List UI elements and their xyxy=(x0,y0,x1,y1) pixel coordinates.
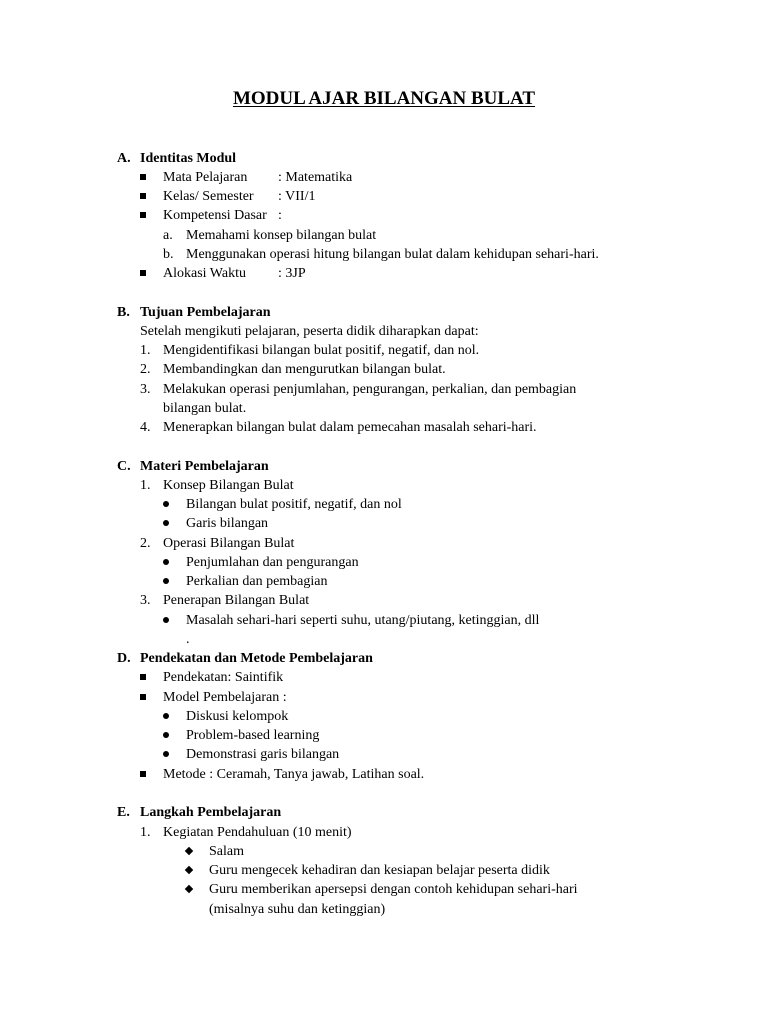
materi-subitem: Perkalian dan pembagian xyxy=(186,574,328,589)
tujuan-item: Membandingkan dan mengurutkan bilangan bulat. xyxy=(163,362,446,377)
square-bullet-icon xyxy=(140,187,146,206)
square-bullet-icon xyxy=(140,765,146,784)
tujuan-item: Mengidentifikasi bilangan bulat positif, negatif, dan nol. xyxy=(163,343,480,358)
list-number: 1. xyxy=(140,478,151,493)
section-d-heading: Pendekatan dan Metode Pembelajaran xyxy=(140,651,373,666)
kd-b-marker: b. xyxy=(163,247,174,262)
model-subitem: Demonstrasi garis bilangan xyxy=(186,747,340,762)
diamond-bullet-icon xyxy=(186,861,192,880)
section-c-letter: C. xyxy=(117,459,131,474)
round-bullet-icon xyxy=(163,495,169,514)
list-number: 1. xyxy=(140,825,151,840)
list-number: 2. xyxy=(140,536,151,551)
list-number: 2. xyxy=(140,362,151,377)
list-number: 1. xyxy=(140,343,151,358)
round-bullet-icon xyxy=(163,514,169,533)
kd-label: Kompetensi Dasar xyxy=(163,208,267,223)
materi-subitem: Bilangan bulat positif, negatif, dan nol xyxy=(186,497,402,512)
materi-item: Penerapan Bilangan Bulat xyxy=(163,593,310,608)
langkah-subitem: Guru mengecek kehadiran dan kesiapan belajar peserta didik xyxy=(209,863,550,878)
mapel-label: Mata Pelajaran xyxy=(163,170,248,185)
model-subitem: Problem-based learning xyxy=(186,728,320,743)
section-e-letter: E. xyxy=(117,805,130,820)
square-bullet-icon xyxy=(140,668,146,687)
tujuan-intro: Setelah mengikuti pelajaran, peserta didik diharapkan dapat: xyxy=(140,324,479,339)
langkah-subitem: Salam xyxy=(209,844,244,859)
section-b-heading: Tujuan Pembelajaran xyxy=(140,305,271,320)
materi-item: Konsep Bilangan Bulat xyxy=(163,478,294,493)
kd-a-text: Memahami konsep bilangan bulat xyxy=(186,228,377,243)
kelas-label: Kelas/ Semester xyxy=(163,189,254,204)
round-bullet-icon xyxy=(163,611,169,630)
diamond-bullet-icon xyxy=(186,880,192,899)
materi-subitem: Masalah sehari-hari seperti suhu, utang/piutang, ketinggian, dll xyxy=(186,613,540,628)
list-number: 4. xyxy=(140,420,151,435)
section-a-letter: A. xyxy=(117,151,131,166)
list-number: 3. xyxy=(140,382,151,397)
tujuan-item-continued: bilangan bulat. xyxy=(163,401,247,416)
page-title: MODUL AJAR BILANGAN BULAT xyxy=(232,88,536,109)
model-subitem: Diskusi kelompok xyxy=(186,709,289,724)
round-bullet-icon xyxy=(163,707,169,726)
waktu-value: : 3JP xyxy=(278,266,306,281)
square-bullet-icon xyxy=(140,264,146,283)
square-bullet-icon xyxy=(140,688,146,707)
tujuan-item: Menerapkan bilangan bulat dalam pemecahan masalah sehari-hari. xyxy=(163,420,537,435)
diamond-bullet-icon xyxy=(186,842,192,861)
kd-colon: : xyxy=(278,208,282,223)
model-item: Model Pembelajaran : xyxy=(163,690,287,705)
section-d-letter: D. xyxy=(117,651,131,666)
langkah-subitem: Guru memberikan apersepsi dengan contoh kehidupan sehari-hari xyxy=(209,882,578,897)
langkah-subitem-continued: (misalnya suhu dan ketinggian) xyxy=(209,902,386,917)
pendekatan-item: Pendekatan: Saintifik xyxy=(163,670,284,685)
metode-item: Metode : Ceramah, Tanya jawab, Latihan soal. xyxy=(163,767,425,782)
materi-subitem: Penjumlahan dan pengurangan xyxy=(186,555,359,570)
round-bullet-icon xyxy=(163,745,169,764)
stray-period: . xyxy=(186,632,190,647)
round-bullet-icon xyxy=(163,726,169,745)
square-bullet-icon xyxy=(140,168,146,187)
section-e-heading: Langkah Pembelajaran xyxy=(140,805,282,820)
materi-subitem: Garis bilangan xyxy=(186,516,269,531)
kd-b-text: Menggunakan operasi hitung bilangan bulat dalam kehidupan sehari-hari. xyxy=(186,247,599,262)
mapel-value: : Matematika xyxy=(278,170,353,185)
section-a-heading: Identitas Modul xyxy=(140,151,237,166)
tujuan-item: Melakukan operasi penjumlahan, pengurangan, perkalian, dan pembagian xyxy=(163,382,577,397)
round-bullet-icon xyxy=(163,572,169,591)
list-number: 3. xyxy=(140,593,151,608)
kelas-value: : VII/1 xyxy=(278,189,316,204)
langkah-item: Kegiatan Pendahuluan (10 menit) xyxy=(163,825,352,840)
materi-item: Operasi Bilangan Bulat xyxy=(163,536,295,551)
waktu-label: Alokasi Waktu xyxy=(163,266,246,281)
square-bullet-icon xyxy=(140,206,146,225)
section-b-letter: B. xyxy=(117,305,130,320)
round-bullet-icon xyxy=(163,553,169,572)
section-c-heading: Materi Pembelajaran xyxy=(140,459,269,474)
kd-a-marker: a. xyxy=(163,228,173,243)
